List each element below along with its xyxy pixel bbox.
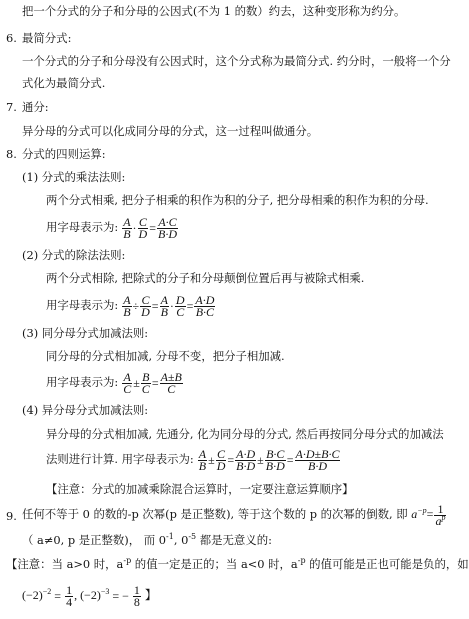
note-end: 的值可能是正也可能是负的，如 [305, 557, 469, 571]
section-6-heading: 最简分式: [22, 31, 72, 45]
num-a: A [123, 214, 131, 229]
sub2-text: 两个分式相除, 把除式的分子和分母颠倒位置后再与被除式相乘. [46, 271, 365, 285]
frac-a-over-b [122, 292, 131, 319]
power-formula [411, 501, 447, 528]
line2-exp1: -1 [166, 532, 174, 542]
num-result: A·C [158, 214, 177, 229]
ex2-frac [133, 582, 141, 609]
section-6-line2: 式化为最简分式. [22, 76, 106, 90]
section-6-line1: 一个分式的分子和分母没有公因式时，这个分式称为最简分式. 约分时，一般将一个分 [22, 54, 451, 68]
den-c: C [176, 304, 185, 319]
op-eq: = [227, 453, 235, 468]
sub4-label: (4) 异分母分式加减法则: [22, 403, 149, 417]
den-term1: B·D [236, 458, 256, 473]
ex1-num: 1 [66, 582, 73, 597]
op-eq: = [151, 299, 159, 314]
frac-result [160, 369, 183, 396]
sub4-text1: 异分母的分式相加减, 先通分, 化为同分母的分式, 然后再按同分母分式的加减法 [46, 427, 444, 441]
section-8-note: 【注意：分式的加减乘除混合运算时，一定要注意运算顺序】 [46, 482, 354, 496]
section-9-note-line1 [6, 557, 469, 571]
power-exp: −p [417, 506, 427, 515]
num-b: B [142, 369, 150, 384]
frac-c-over-d [216, 446, 227, 473]
op-plusminus-2: ± [257, 453, 264, 468]
den-result: B·D [157, 226, 177, 241]
frac-d-over-c [175, 292, 186, 319]
den-result: B·C [195, 304, 215, 319]
den-b: B [198, 458, 207, 473]
num-term2: B·C [266, 446, 285, 461]
frac-result [295, 446, 341, 473]
op-times: · [169, 299, 174, 314]
sub3-label: (3) 同分母分式加减法则: [22, 326, 149, 340]
ex-close: 】 [144, 588, 157, 602]
section-7-line1: 异分母的分式可以化成同分母的分式，这一过程叫做通分。 [22, 124, 319, 138]
sub1-formula-row [46, 215, 179, 240]
op-eq: = [151, 376, 159, 391]
den-d: D [138, 226, 148, 241]
op-eq: = [186, 299, 194, 314]
line2-end: 都是无意义的: [196, 533, 272, 547]
ex1-den: 4 [66, 594, 73, 609]
frac-a-over-c [122, 369, 132, 396]
ex2-eq: = − [112, 589, 129, 604]
ex1-frac [65, 582, 73, 609]
den-result: C [167, 381, 176, 396]
frac-a-over-b [122, 214, 131, 241]
den-b: B [123, 304, 131, 319]
ex2-num: 1 [133, 582, 140, 597]
num-a: A [160, 292, 168, 307]
ex-sep: , [74, 588, 78, 602]
sub3-text: 同分母的分式相加减, 分母不变，把分子相加减. [46, 349, 285, 363]
num-a: A [123, 369, 131, 384]
op-eq-2: = [286, 453, 294, 468]
sub1-formula-prefix: 用字母表示为: [46, 220, 119, 234]
frac-term2 [265, 446, 286, 473]
ex2-den: 8 [133, 594, 140, 609]
sub2-formula-prefix: 用字母表示为: [46, 298, 119, 312]
ex1-exp: −2 [42, 587, 52, 596]
sub3-formula-row [46, 370, 184, 395]
frac-a-over-b-2 [160, 292, 169, 319]
line2-start: （ a≠0, p 是正整数)， 而 0 [22, 533, 167, 547]
section-9-examples [22, 580, 157, 611]
op-divide: ÷ [132, 299, 140, 314]
section-7-number: 7. [6, 100, 17, 114]
num-result: A±B [160, 369, 182, 384]
num-c: C [141, 292, 150, 307]
num-result: A·D [195, 292, 215, 307]
note-start: 【注意：当 a>0 时，a [6, 557, 124, 571]
den-term2: B·D [265, 458, 285, 473]
sub1-label: (1) 分式的乘法法则: [22, 170, 126, 184]
frac-term1 [235, 446, 256, 473]
sub1-text: 两个分式相乘, 把分子相乘的积作为积的分子, 把分母相乘的积作为积的分母. [46, 193, 429, 207]
sub4-formula-row [46, 447, 341, 472]
num-c: C [138, 214, 147, 229]
note-mid: 的值一定是正的；当 a<0 时，a [131, 557, 298, 571]
section-8-number: 8. [6, 147, 17, 161]
power-frac [434, 501, 446, 528]
frac-result [194, 292, 215, 319]
section-6-number: 6. [6, 31, 17, 45]
ex1-eq: = [54, 589, 62, 604]
sub2-formula-row [46, 293, 216, 318]
power-num: 1 [434, 504, 446, 516]
num-d: D [175, 292, 185, 307]
sub4-formula-prefix: 法则进行计算. 用字母表示为: [46, 452, 194, 466]
den-result: B·D [308, 458, 327, 473]
num-c: C [217, 446, 226, 461]
section-7-heading: 通分: [22, 100, 49, 114]
section-9-number: 9. [6, 509, 17, 523]
line2-exp2: -5 [188, 532, 197, 542]
den-d: D [141, 304, 150, 319]
den-b: B [160, 304, 168, 319]
den-b: B [123, 226, 131, 241]
num-a: A [198, 446, 207, 461]
note-exp1: -p [123, 556, 132, 566]
ex2-exp: −3 [100, 587, 110, 596]
top-line: 把一个分式的分子和分母的公因式(不为 1 的数）约去，这种变形称为约分。 [22, 4, 406, 18]
den-c: C [141, 381, 150, 396]
op-eq: = [149, 221, 156, 236]
note-exp2: -p [297, 556, 306, 566]
ex1-base: (−2) [22, 588, 43, 602]
power-eq: = [426, 507, 434, 521]
sub3-formula-prefix: 用字母表示为: [46, 375, 119, 389]
den-d: D [216, 458, 226, 473]
power-base: a [411, 507, 418, 521]
section-8-heading: 分式的四则运算: [22, 147, 106, 161]
sub2-label: (2) 分式的除法法则: [22, 248, 126, 262]
section-9-text: 任何不等于 0 的数的-p 次幂(p 是正整数), 等于这个数的 p 的次幂的倒数, 即 [22, 507, 408, 521]
frac-c-over-d [140, 292, 151, 319]
section-9-line1 [22, 500, 447, 528]
op-times: · [132, 221, 137, 236]
ex2-base: (−2) [80, 588, 101, 602]
op-plusminus: ± [133, 376, 140, 391]
num-term1: A·D [236, 446, 256, 461]
frac-c-over-d [138, 214, 149, 241]
num-a: A [123, 292, 131, 307]
op-plusminus: ± [208, 453, 215, 468]
den-c: C [123, 381, 132, 396]
frac-result [157, 214, 178, 241]
frac-b-over-c [141, 369, 151, 396]
num-result: A·D±B·C [295, 446, 340, 461]
line2-mid: , 0 [173, 533, 189, 547]
power-den: $a^p$ [435, 512, 446, 528]
frac-a-over-b [198, 446, 207, 473]
section-9-line2 [22, 533, 272, 547]
